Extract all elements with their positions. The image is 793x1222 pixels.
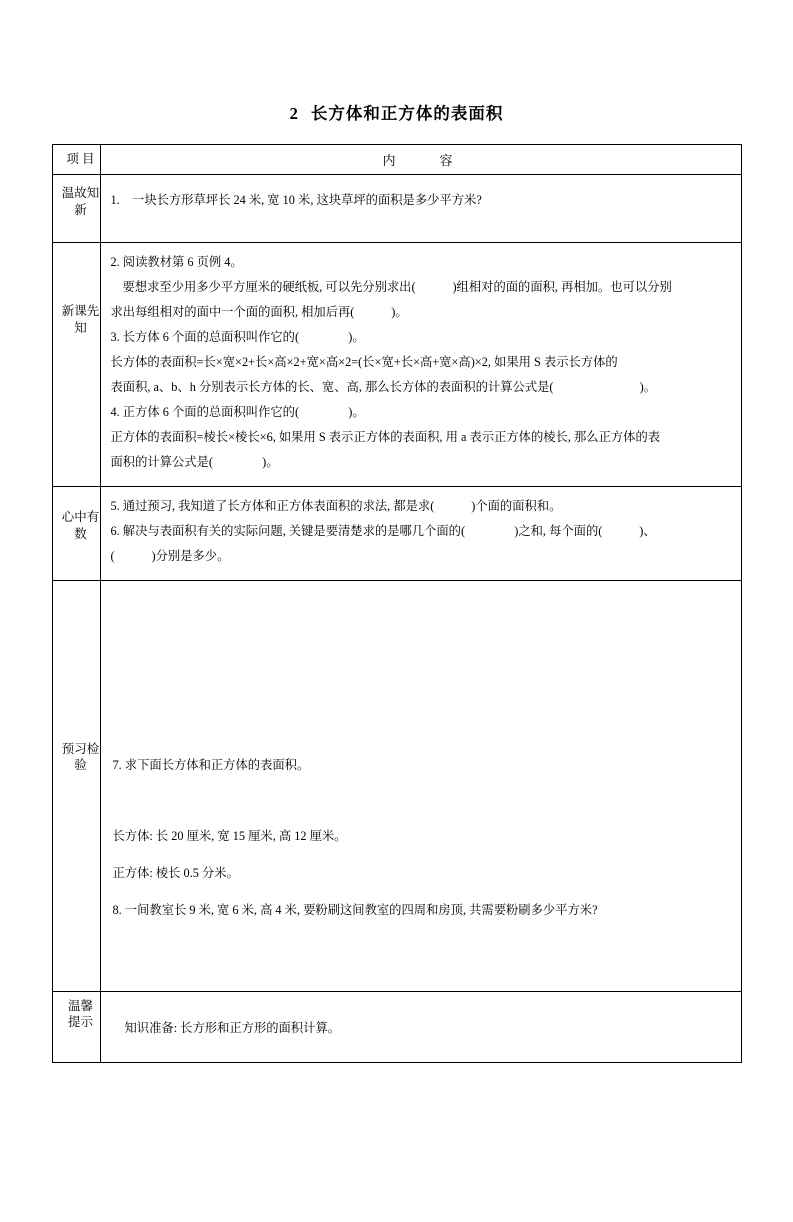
page-title-text: 长方体和正方体的表面积 bbox=[310, 104, 504, 123]
row-content-body bbox=[101, 487, 741, 580]
row-label-yuxi bbox=[52, 580, 100, 991]
table-row bbox=[52, 175, 741, 243]
table-row bbox=[52, 991, 741, 1063]
row-content-xinzhong bbox=[100, 486, 741, 580]
row-content-body bbox=[101, 175, 741, 242]
row-content-wenxin bbox=[100, 991, 741, 1063]
question-line: 正方体的表面积=棱长×棱长×6, 如果用 S 表示正方体的表面积, 用 a 表示正方体的棱长, 那么正方体的表 bbox=[110, 429, 661, 444]
question-line: 表面积, a、b、h 分别表示长方体的长、宽、高, 那么长方体的表面积的计算公式是( )。 bbox=[110, 379, 656, 394]
question-line: 面积的计算公式是( )。 bbox=[110, 454, 279, 469]
row-content-body bbox=[101, 992, 741, 1063]
row-label-text: 预习检验 bbox=[61, 741, 100, 773]
question-line: 5. 通过预习, 我知道了长方体和正方体表面积的求法, 都是求( )个面的面积和。 bbox=[110, 498, 562, 513]
question-line: 3. 长方体 6 个面的总面积叫作它的( )。 bbox=[110, 329, 365, 344]
answer-space-top bbox=[113, 591, 729, 741]
row-label-wengu bbox=[52, 175, 100, 243]
row-label-wenxin bbox=[52, 991, 100, 1063]
table-row bbox=[52, 486, 741, 580]
worksheet-table bbox=[52, 144, 742, 1063]
row-content-xinke bbox=[100, 242, 741, 486]
header-content-label: 内 容 bbox=[382, 153, 459, 168]
table-row bbox=[52, 580, 741, 991]
question-line: 1. 一块长方形草坪长 24 米, 宽 10 米, 这块草坪的面积是多少平方米? bbox=[110, 193, 482, 207]
question-line: 6. 解决与表面积有关的实际问题, 关键是要清楚求的是哪几个面的( )之和, 每个面的( )、 bbox=[110, 523, 656, 538]
row-label-text: 新课先知 bbox=[61, 303, 100, 335]
worksheet-page bbox=[0, 100, 793, 1222]
row-label-line2: 提示 bbox=[67, 1015, 93, 1030]
header-cell-item bbox=[52, 145, 100, 175]
question-line: 正方体: 棱长 0.5 分米。 bbox=[112, 865, 239, 880]
question-line: 7. 求下面长方体和正方体的表面积。 bbox=[112, 757, 310, 772]
tip-line: 知识准备: 长方形和正方形的面积计算。 bbox=[124, 1020, 341, 1035]
question-line: 4. 正方体 6 个面的总面积叫作它的( )。 bbox=[110, 404, 365, 419]
row-content-body bbox=[101, 243, 741, 486]
row-content-wengu bbox=[100, 175, 741, 243]
header-cell-content bbox=[100, 145, 741, 175]
row-label-xinke bbox=[52, 242, 100, 486]
page-title bbox=[0, 100, 793, 124]
row-label-xinzhong bbox=[52, 486, 100, 580]
table-header-row bbox=[52, 145, 741, 175]
question-line: 8. 一间教室长 9 米, 宽 6 米, 高 4 米, 要粉刷这间教室的四周和房顶, 共需要粉刷多少平方米? bbox=[112, 902, 598, 917]
row-content-body bbox=[101, 581, 741, 945]
question-line: 长方体的表面积=长×宽×2+长×高×2+宽×高×2=(长×宽+长×高+宽×高)×2, 如果用 S 表示长方体的 bbox=[110, 354, 618, 369]
answer-space-mid bbox=[113, 790, 729, 812]
row-label-text: 心中有数 bbox=[61, 509, 100, 541]
table-row bbox=[52, 242, 741, 486]
row-label-text: 温故知新 bbox=[61, 186, 100, 217]
question-line: 长方体: 长 20 厘米, 宽 15 厘米, 高 12 厘米。 bbox=[112, 829, 347, 844]
question-line: 2. 阅读教材第 6 页例 4。 bbox=[110, 254, 243, 269]
header-item-text: 项 目 bbox=[66, 152, 95, 166]
question-line: 要想求至少用多少平方厘米的硬纸板, 可以先分别求出( )组相对的面的面积, 再相加。也可以分别 bbox=[122, 279, 672, 294]
page-title-number: 2 bbox=[289, 104, 299, 123]
row-content-yuxi bbox=[100, 580, 741, 991]
row-label-line1: 温馨 bbox=[67, 998, 93, 1013]
question-line: 求出每组相对的面中一个面的面积, 相加后再( )。 bbox=[110, 304, 408, 319]
question-line: ( )分别是多少。 bbox=[110, 548, 230, 563]
